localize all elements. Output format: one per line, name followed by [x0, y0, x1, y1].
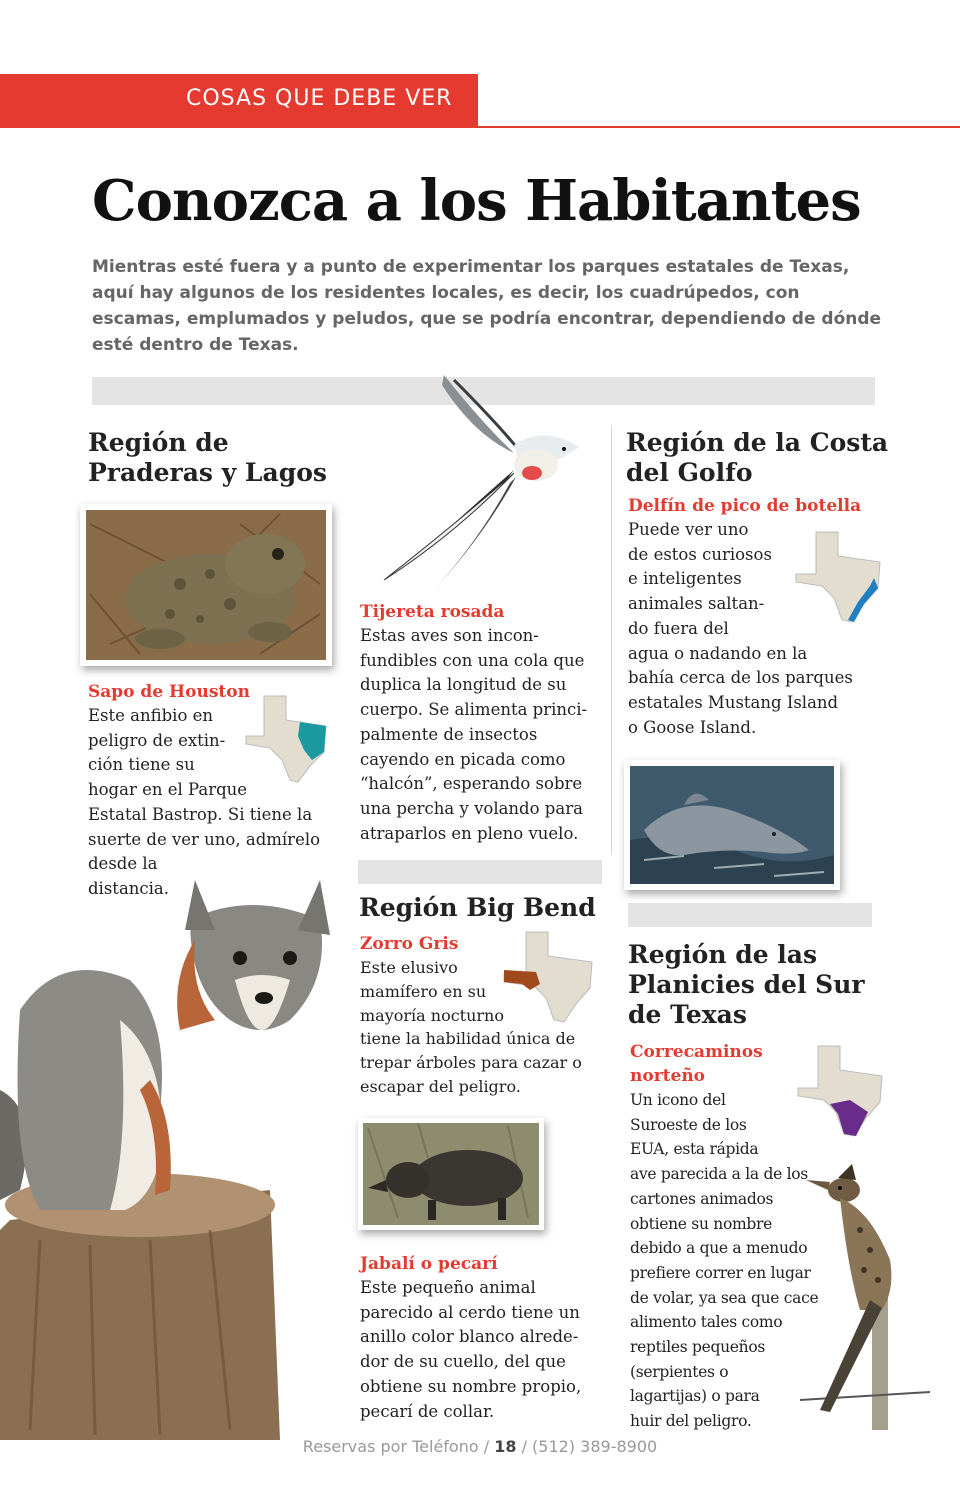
texas-map-planicies-icon — [794, 1042, 890, 1140]
species-correcaminos: Correcaminos norteño — [630, 1042, 763, 1086]
roadrunner-image — [800, 1160, 930, 1430]
texas-map-costa-icon — [792, 528, 888, 624]
species-delfin: Delfín de pico de botella — [628, 496, 862, 516]
page-number: 18 — [494, 1437, 517, 1456]
dolphin-photo — [624, 760, 840, 890]
page-title: Conozca a los Habitantes — [92, 168, 861, 234]
page-footer: Reservas por Teléfono / 18 / (512) 389-8900 — [302, 1437, 658, 1456]
footer-prefix: Reservas por Teléfono — [302, 1437, 479, 1456]
intro-paragraph: Mientras esté fuera y a punto de experimentar los parques estatales de Texas, aquí hay algunos de los residentes locales, es decir, los cuadrúpedos, con escamas, emplumados y peludos, que se podría encontrar, dependiendo de dónde esté dentro de Texas. — [92, 257, 882, 355]
scissortail-bird-image — [364, 365, 594, 595]
region-planicies-heading: Región de las Planicies del Sur de Texas — [628, 940, 865, 1029]
species-jabali: Jabalí o pecarí — [360, 1254, 498, 1274]
section-label: COSAS QUE DEBE VER — [186, 86, 453, 111]
delfin-description: Puede ver uno de estos curiosos e inteligentes animales saltan- do fuera del agua o nadando en la bahía cerca de los parques estatales Mustang Island o Goose Island. — [628, 520, 853, 737]
sapo-description: Este anfibio en peligro de extin- ción tiene su hogar en el Parque Estatal Bastrop. Si tiene la suerte de ver uno, admírelo desde la distancia. — [88, 706, 321, 898]
peccary-photo — [358, 1118, 544, 1230]
species-sapo: Sapo de Houston — [88, 682, 250, 702]
footer-phone: (512) 389-8900 — [532, 1437, 658, 1456]
zorro-description: Este elusivo mamífero en su mayoría nocturno tiene la habilidad única de trepar árboles para cazar o escapar del peligro. — [360, 958, 582, 1096]
gray-fox-image — [0, 860, 340, 1440]
correcaminos-description: Un icono del Suroeste de los EUA, esta rápida ave parecida a la de los cartones animados obtiene su nombre debido a que a menudo prefiere correr en lugar de volar, ya sea que cace alimento tales como reptiles pequeños (serpientes o lagartijas) o para huir del peligro. — [630, 1091, 819, 1431]
column-rule — [611, 425, 612, 855]
peccary-image — [358, 1118, 544, 1230]
region-costa-heading: Región de la Costa del Golfo — [626, 428, 889, 487]
dolphin-image — [624, 760, 840, 890]
banner-rule — [478, 126, 960, 128]
toad-photo — [80, 504, 332, 666]
planicies-divider-bar — [628, 903, 872, 927]
toad-image — [80, 504, 332, 666]
jabali-description: Este pequeño animal parecido al cerdo tiene un anillo color blanco alrede- dor de su cuello, del que obtiene su nombre propio, pecarí de collar. — [360, 1278, 582, 1421]
species-zorro: Zorro Gris — [360, 934, 459, 954]
species-tijereta: Tijereta rosada — [360, 602, 505, 622]
bigbend-divider-bar — [358, 860, 602, 884]
region-bigbend-heading: Región Big Bend — [359, 893, 596, 922]
texas-map-praderas-icon — [242, 692, 334, 784]
texas-map-bigbend-icon — [500, 928, 600, 1024]
tijereta-description: Estas aves son incon- fundibles con una cola que duplica la longitud de su cuerpo. Se alimenta princi- palmente de insectos cayendo en picada como “halcón”, esperando sobre una percha y volando para atraparlos en pleno vuelo. — [360, 626, 588, 843]
region-praderas-heading: Región de Praderas y Lagos — [88, 428, 327, 487]
